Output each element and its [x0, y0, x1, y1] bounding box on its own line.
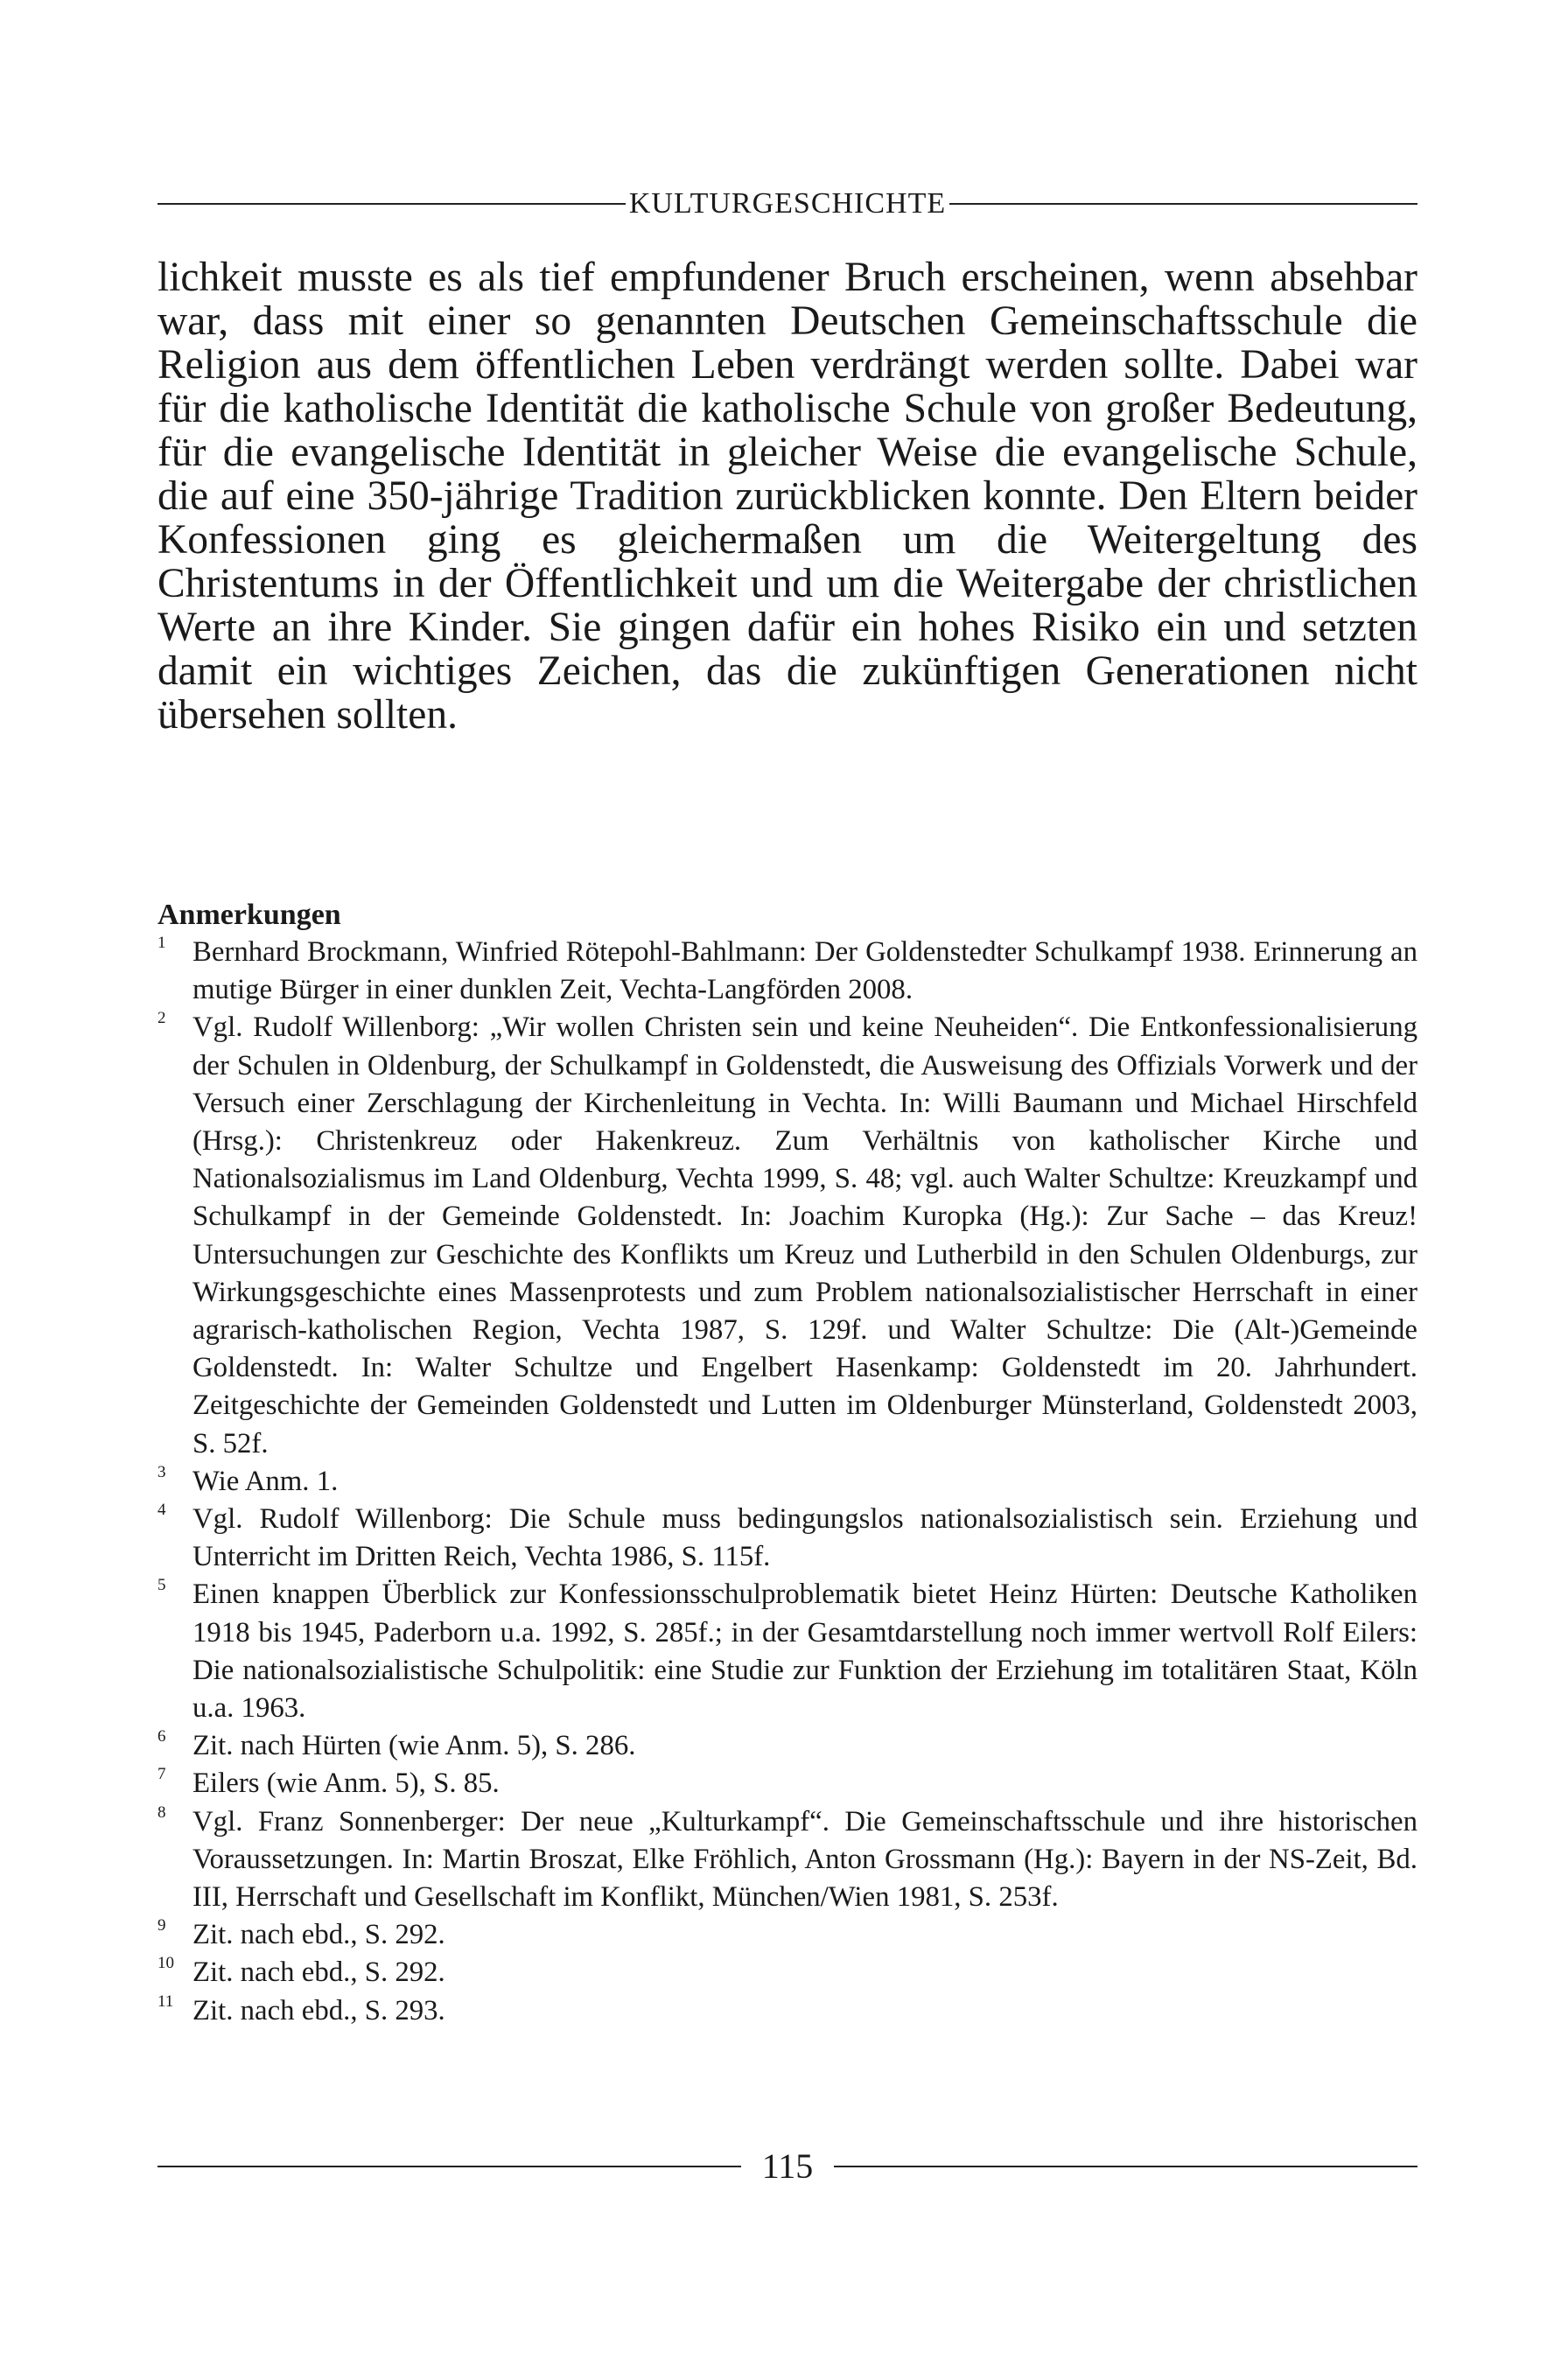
endnote-2 [158, 1009, 1418, 1462]
endnotes-heading: Anmerkungen [158, 899, 341, 931]
endnote-text: Zit. nach ebd., S. 292. [192, 1919, 445, 1951]
header-title: KULTURGESCHICHTE [628, 187, 947, 220]
endnote-number: 1 [158, 934, 166, 952]
page-footer [158, 2146, 1418, 2186]
header-rule-left [158, 203, 626, 205]
endnote-number: 10 [158, 1954, 174, 1973]
page-number: 115 [761, 2146, 814, 2186]
endnote-5 [158, 1576, 1418, 1727]
endnote-number: 2 [158, 1009, 166, 1028]
endnote-text: Zit. nach Hürten (wie Anm. 5), S. 286. [192, 1730, 636, 1762]
endnote-7 [158, 1765, 1418, 1802]
endnote-text: Vgl. Rudolf Willenborg: „Wir wollen Christen sein und keine Neuheiden“. Die Entkonfessionalisierung der Schulen in Oldenburg, der Schulkampf in Goldenstedt, die Ausweisung des Offizials Vorwerk und der Versuch einer Zerschlagung der Kirchenleitung in Vechta. In: Willi Baumann und Michael Hirschfeld (Hrsg.): Christenkreuz oder Hakenkreuz. Zum Verhältnis von katholischer Kirche und Nationalsozialismus im Land Oldenburg, Vechta 1999, S. 48; vgl. auch Walter Schultze: Kreuzkampf und Schulkampf in der Gemeinde Goldenstedt. In: Joachim Kuropka (Hg.): Zur Sache – das Kreuz! Untersuchungen zur Geschichte des Konflikts um Kreuz und Lutherbild in den Schulen Oldenburgs, zur Wirkungsgeschichte eines Massenprotests und zum Problem nationalsozialistischer Herrschaft in einer agrarisch-katholischen Region, Vechta 1987, S. 129f. und Walter Schultze: Die (Alt-)Gemeinde Goldenstedt. In: Walter Schultze und Engelbert Hasenkamp: Goldenstedt im 20. Jahrhundert. Zeitgeschichte der Gemeinden Goldenstedt und Lutten im Oldenburger Münsterland, Goldenstedt 2003, S. 52f. [192, 1012, 1418, 1460]
endnote-text: Zit. nach ebd., S. 292. [192, 1956, 445, 1989]
endnote-text: Eilers (wie Anm. 5), S. 85. [192, 1768, 500, 1800]
endnote-number: 6 [158, 1727, 166, 1746]
endnote-text: Bernhard Brockmann, Winfried Rötepohl-Bahlmann: Der Goldenstedter Schulkampf 1938. Erinnerung an mutige Bürger in einer dunklen Zeit, Vechta-Langförden 2008. [192, 936, 1418, 1006]
header-rule-right [949, 203, 1418, 205]
endnote-number: 4 [158, 1501, 166, 1520]
endnotes-section [158, 897, 1418, 2030]
footer-rule-right [834, 2166, 1418, 2167]
endnote-text: Vgl. Rudolf Willenborg: Die Schule muss bedingungslos nationalsozialistisch sein. Erziehung und Unterricht im Dritten Reich, Vechta 1986, S. 115f. [192, 1503, 1418, 1573]
endnote-number: 7 [158, 1765, 166, 1784]
endnote-number: 5 [158, 1576, 166, 1595]
endnote-text: Einen knappen Überblick zur Konfessionsschulproblematik bietet Heinz Hürten: Deutsche Katholiken 1918 bis 1945, Paderborn u.a. 1992, S. 285f.; in der Gesamtdarstellung noch immer wertvoll Rolf Eilers: Die nationalsozialistische Schulpolitik: eine Studie zur Funktion der Erziehung im totalitären Staat, Köln u.a. 1963. [192, 1578, 1418, 1725]
endnote-3 [158, 1463, 1418, 1501]
endnote-6 [158, 1727, 1418, 1765]
endnote-4 [158, 1501, 1418, 1576]
running-header [158, 189, 1418, 219]
endnote-text: Zit. nach ebd., S. 293. [192, 1994, 445, 2026]
endnote-1 [158, 934, 1418, 1009]
endnote-11 [158, 1992, 1418, 2030]
main-text-paragraph: lichkeit musste es als tief empfundener Bruch erscheinen, wenn absehbar war, dass mit einer so genannten Deutschen Gemeinschaftsschule die Religion aus dem öffentlichen Leben verdrängt werden sollte. Dabei war für die katholische Identität die katholische Schule von großer Bedeutung, für die evangelische Identität in gleicher Weise die evangelische Schule, die auf eine 350-jährige Tradition zurückblicken konnte. Den Eltern beider Konfessionen ging es gleichermaßen um die Weitergeltung des Christentums in der Öffentlichkeit und um die Weitergabe der christlichen Werte an ihre Kinder. Sie gingen dafür ein hohes Risiko ein und setzten damit ein wichtiges Zeichen, das die zukünftigen Generationen nicht übersehen sollten. [158, 255, 1418, 738]
endnote-10 [158, 1954, 1418, 1992]
endnote-number: 8 [158, 1802, 166, 1822]
endnote-text: Vgl. Franz Sonnenberger: Der neue „Kulturkampf“. Die Gemeinschaftsschule und ihre historischen Voraussetzungen. In: Martin Broszat, Elke Fröhlich, Anton Grossmann (Hg.): Bayern in der NS-Zeit, Bd. III, Herrschaft und Gesellschaft im Konflikt, München/Wien 1981, S. 253f. [192, 1805, 1418, 1914]
endnote-8 [158, 1803, 1418, 1917]
endnote-number: 9 [158, 1916, 166, 1936]
endnote-text: Wie Anm. 1. [192, 1465, 339, 1497]
endnote-9 [158, 1916, 1418, 1954]
footer-rule-left [158, 2166, 741, 2167]
endnote-number: 11 [158, 1992, 174, 2011]
endnote-number: 3 [158, 1462, 166, 1481]
